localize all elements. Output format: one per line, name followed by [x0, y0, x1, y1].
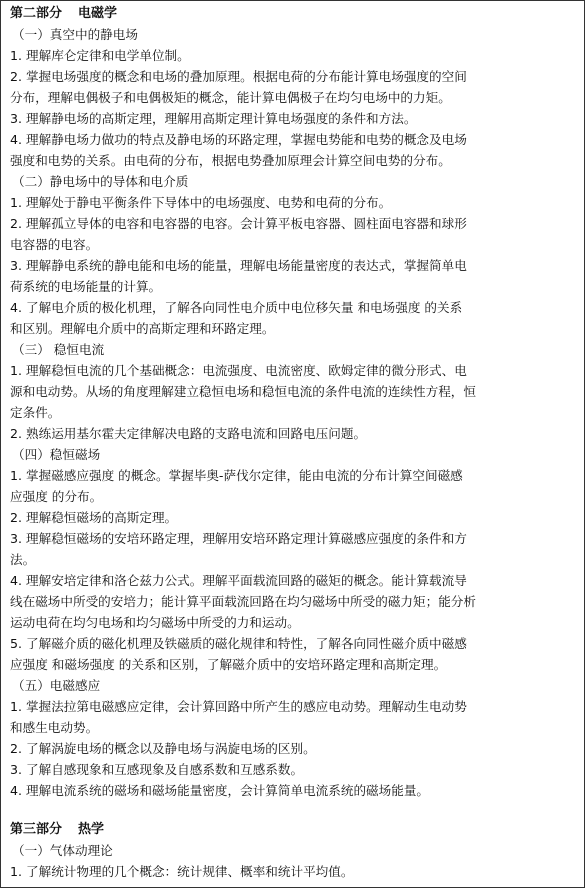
part-2-label: 第二部分: [10, 6, 63, 21]
text-line: 应强度 的分布。: [10, 489, 103, 504]
text-line: 和感生电动势。: [10, 720, 99, 735]
text-line: 2. 理解稳恒磁场的高斯定理。: [10, 510, 178, 525]
text-line: 1. 掌握法拉第电磁感应定律，会计算回路中所产生的感应电动势。理解动生电动势: [10, 699, 467, 714]
section-title: （一）气体动理论: [12, 843, 113, 858]
section-title: （三） 稳恒电流: [12, 342, 105, 357]
part-3-label: 第三部分: [10, 822, 63, 837]
text-line: 4. 了解电介质的极化机理，了解各向同性电介质中电位移矢量 和电场强度 的关系: [10, 300, 463, 315]
part-2-heading: [10, 3, 576, 24]
text-line: 应强度 和磁场强度 的关系和区别，了解磁介质中的安培环路定理和高斯定理。: [10, 657, 447, 672]
text-line: 强度和电势的关系。由电荷的分布，根据电势叠加原理会计算空间电势的分布。: [10, 153, 451, 168]
text-line: 2. 了解涡旋电场的概念以及静电场与涡旋电场的区别。: [10, 741, 316, 756]
text-line: 分布，理解电偶极子和电偶极矩的概念，能计算电偶极子在均匀电场中的力矩。: [10, 90, 451, 105]
text-line: 1. 理解处于静电平衡条件下导体中的电场强度、电势和电荷的分布。: [10, 195, 392, 210]
text-line: 荷系统的电场能量的计算。: [10, 279, 162, 294]
text-line: 3. 理解静电场的高斯定理，理解用高斯定理计算电场强度的条件和方法。: [10, 111, 417, 126]
text-line: 5. 了解磁介质的磁化机理及铁磁质的磁化规律和特性，了解各向同性磁介质中磁感: [10, 636, 467, 651]
text-line: 2. 熟练运用基尔霍夫定律解决电路的支路电流和回路电压问题。: [10, 426, 367, 441]
text-line: 1. 了解统计物理的几个概念：统计规律、概率和统计平均值。: [10, 864, 354, 879]
text-line: 2. 掌握电场强度的概念和电场的叠加原理。根据电荷的分布能计算电场强度的空间: [10, 69, 467, 84]
text-line: 1. 理解稳恒电流的几个基础概念：电流强度、电流密度、欧姆定律的微分形式、电: [10, 363, 467, 378]
part-3-heading: [10, 819, 576, 840]
text-line: 3. 理解稳恒磁场的安培环路定理，理解用安培环路定理计算磁感应强度的条件和方: [10, 531, 467, 546]
text-line: 和区别。理解电介质中的高斯定理和环路定理。: [10, 321, 275, 336]
part-3-name: 热学: [78, 822, 105, 837]
text-line: 1. 理解库仑定律和电学单位制。: [10, 48, 190, 63]
text-line: 4. 理解静电场力做功的特点及静电场的环路定理，掌握电势能和电势的概念及电场: [10, 132, 467, 147]
text-line: 3. 了解自感现象和互感现象及自感系数和互感系数。: [10, 762, 304, 777]
text-line: 4. 理解安培定律和洛仑兹力公式。理解平面载流回路的磁矩的概念。能计算载流导: [10, 573, 467, 588]
text-line: 2. 理解孤立导体的电容和电容器的电容。会计算平板电容器、圆柱面电容器和球形: [10, 216, 467, 231]
text-line: 电容器的电容。: [10, 237, 99, 252]
section-spacer: [10, 801, 576, 819]
text-line: 运动电荷在均匀电场和均匀磁场中所受的力和运动。: [10, 615, 300, 630]
text-line: 4. 理解电流系统的磁场和磁场能量密度，会计算简单电流系统的磁场能量。: [10, 783, 430, 798]
text-line: 线在磁场中所受的安培力；能计算平面载流回路在均匀磁场中所受的磁力矩；能分析: [10, 594, 476, 609]
part-2-name: 电磁学: [78, 6, 118, 21]
text-line: 1. 掌握磁感应强度 的概念。掌握毕奥-萨伐尔定律，能由电流的分布计算空间磁感: [10, 468, 463, 483]
section-title: （四）稳恒磁场: [12, 447, 101, 462]
text-line: 3. 理解静电系统的静电能和电场的能量，理解电场能量密度的表达式，掌握简单电: [10, 258, 467, 273]
text-line: 法。: [10, 552, 36, 567]
text-line: 定条件。: [10, 405, 61, 420]
text-line: 源和电动势。从场的角度理解建立稳恒电场和稳恒电流的条件电流的连续性方程，恒: [10, 384, 476, 399]
section-title: （五）电磁感应: [12, 678, 101, 693]
section-title: （一）真空中的静电场: [12, 27, 138, 42]
section-title: （二）静电场中的导体和电介质: [12, 174, 189, 189]
